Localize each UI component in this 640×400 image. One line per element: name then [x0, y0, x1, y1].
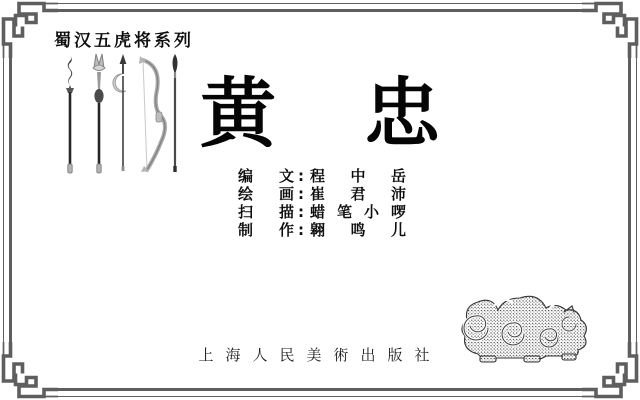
frame-left-outer-line	[3, 50, 5, 350]
credit-name-char: 中	[350, 167, 366, 185]
credit-name-char: 翱	[310, 221, 326, 239]
credits-block	[238, 168, 406, 239]
meander-corner-icon	[0, 342, 58, 400]
halberd-icon	[93, 54, 105, 173]
credit-colon: :	[298, 221, 304, 239]
credit-role-char: 绘	[238, 185, 254, 203]
credit-name-char: 啰	[390, 203, 406, 221]
credit-name-char: 小	[363, 203, 379, 221]
credit-row-scan	[238, 204, 406, 221]
credit-name-char: 君	[350, 185, 366, 203]
credit-colon: :	[298, 185, 304, 203]
book-title-char-1: 黄	[200, 69, 276, 158]
credit-name-char: 儿	[390, 221, 406, 239]
book-title	[200, 69, 440, 158]
credit-role-char: 作	[278, 221, 294, 239]
publisher-name: 上海人民美術出版社	[198, 346, 442, 364]
frame-top-inner-line	[50, 9, 590, 13]
credit-role-char: 描	[278, 203, 294, 221]
credit-role-char: 画	[278, 185, 294, 203]
credit-role-char: 编	[238, 167, 254, 185]
frame-right-inner-line	[628, 50, 632, 350]
credit-role-char: 文	[278, 167, 294, 185]
credit-colon: :	[298, 203, 304, 221]
credit-row-text	[238, 168, 406, 185]
meander-corner-icon	[582, 0, 640, 58]
credit-row-production	[238, 222, 406, 239]
frame-left-inner-line	[9, 50, 13, 350]
credit-name-char: 沛	[390, 185, 406, 203]
credit-role-char: 制	[238, 221, 254, 239]
credit-name-char: 程	[310, 167, 326, 185]
credit-role-char: 扫	[238, 203, 254, 221]
credit-name-char: 岳	[390, 167, 406, 185]
meander-corner-icon	[0, 0, 58, 58]
bow-icon	[139, 56, 165, 172]
snake-spear-icon	[66, 55, 74, 173]
frame-bottom-inner-line	[50, 388, 590, 392]
credit-name-char: 崔	[310, 185, 326, 203]
frame-bottom-outer-line	[50, 396, 590, 398]
frame-top-outer-line	[50, 3, 590, 5]
crescent-spear-icon	[113, 54, 127, 171]
credit-row-art	[238, 186, 406, 203]
credit-name-char: 笔	[336, 203, 352, 221]
leaf-spear-icon	[173, 54, 178, 172]
book-title-char-2: 忠	[364, 69, 440, 158]
frame-right-outer-line	[636, 50, 638, 350]
credit-colon: :	[298, 167, 304, 185]
credit-name-char: 蜡	[310, 203, 326, 221]
credit-name-char: 鸣	[350, 221, 366, 239]
series-title: 蜀汉五虎将系列	[54, 31, 194, 51]
weapons-illustration-icon	[55, 52, 185, 178]
